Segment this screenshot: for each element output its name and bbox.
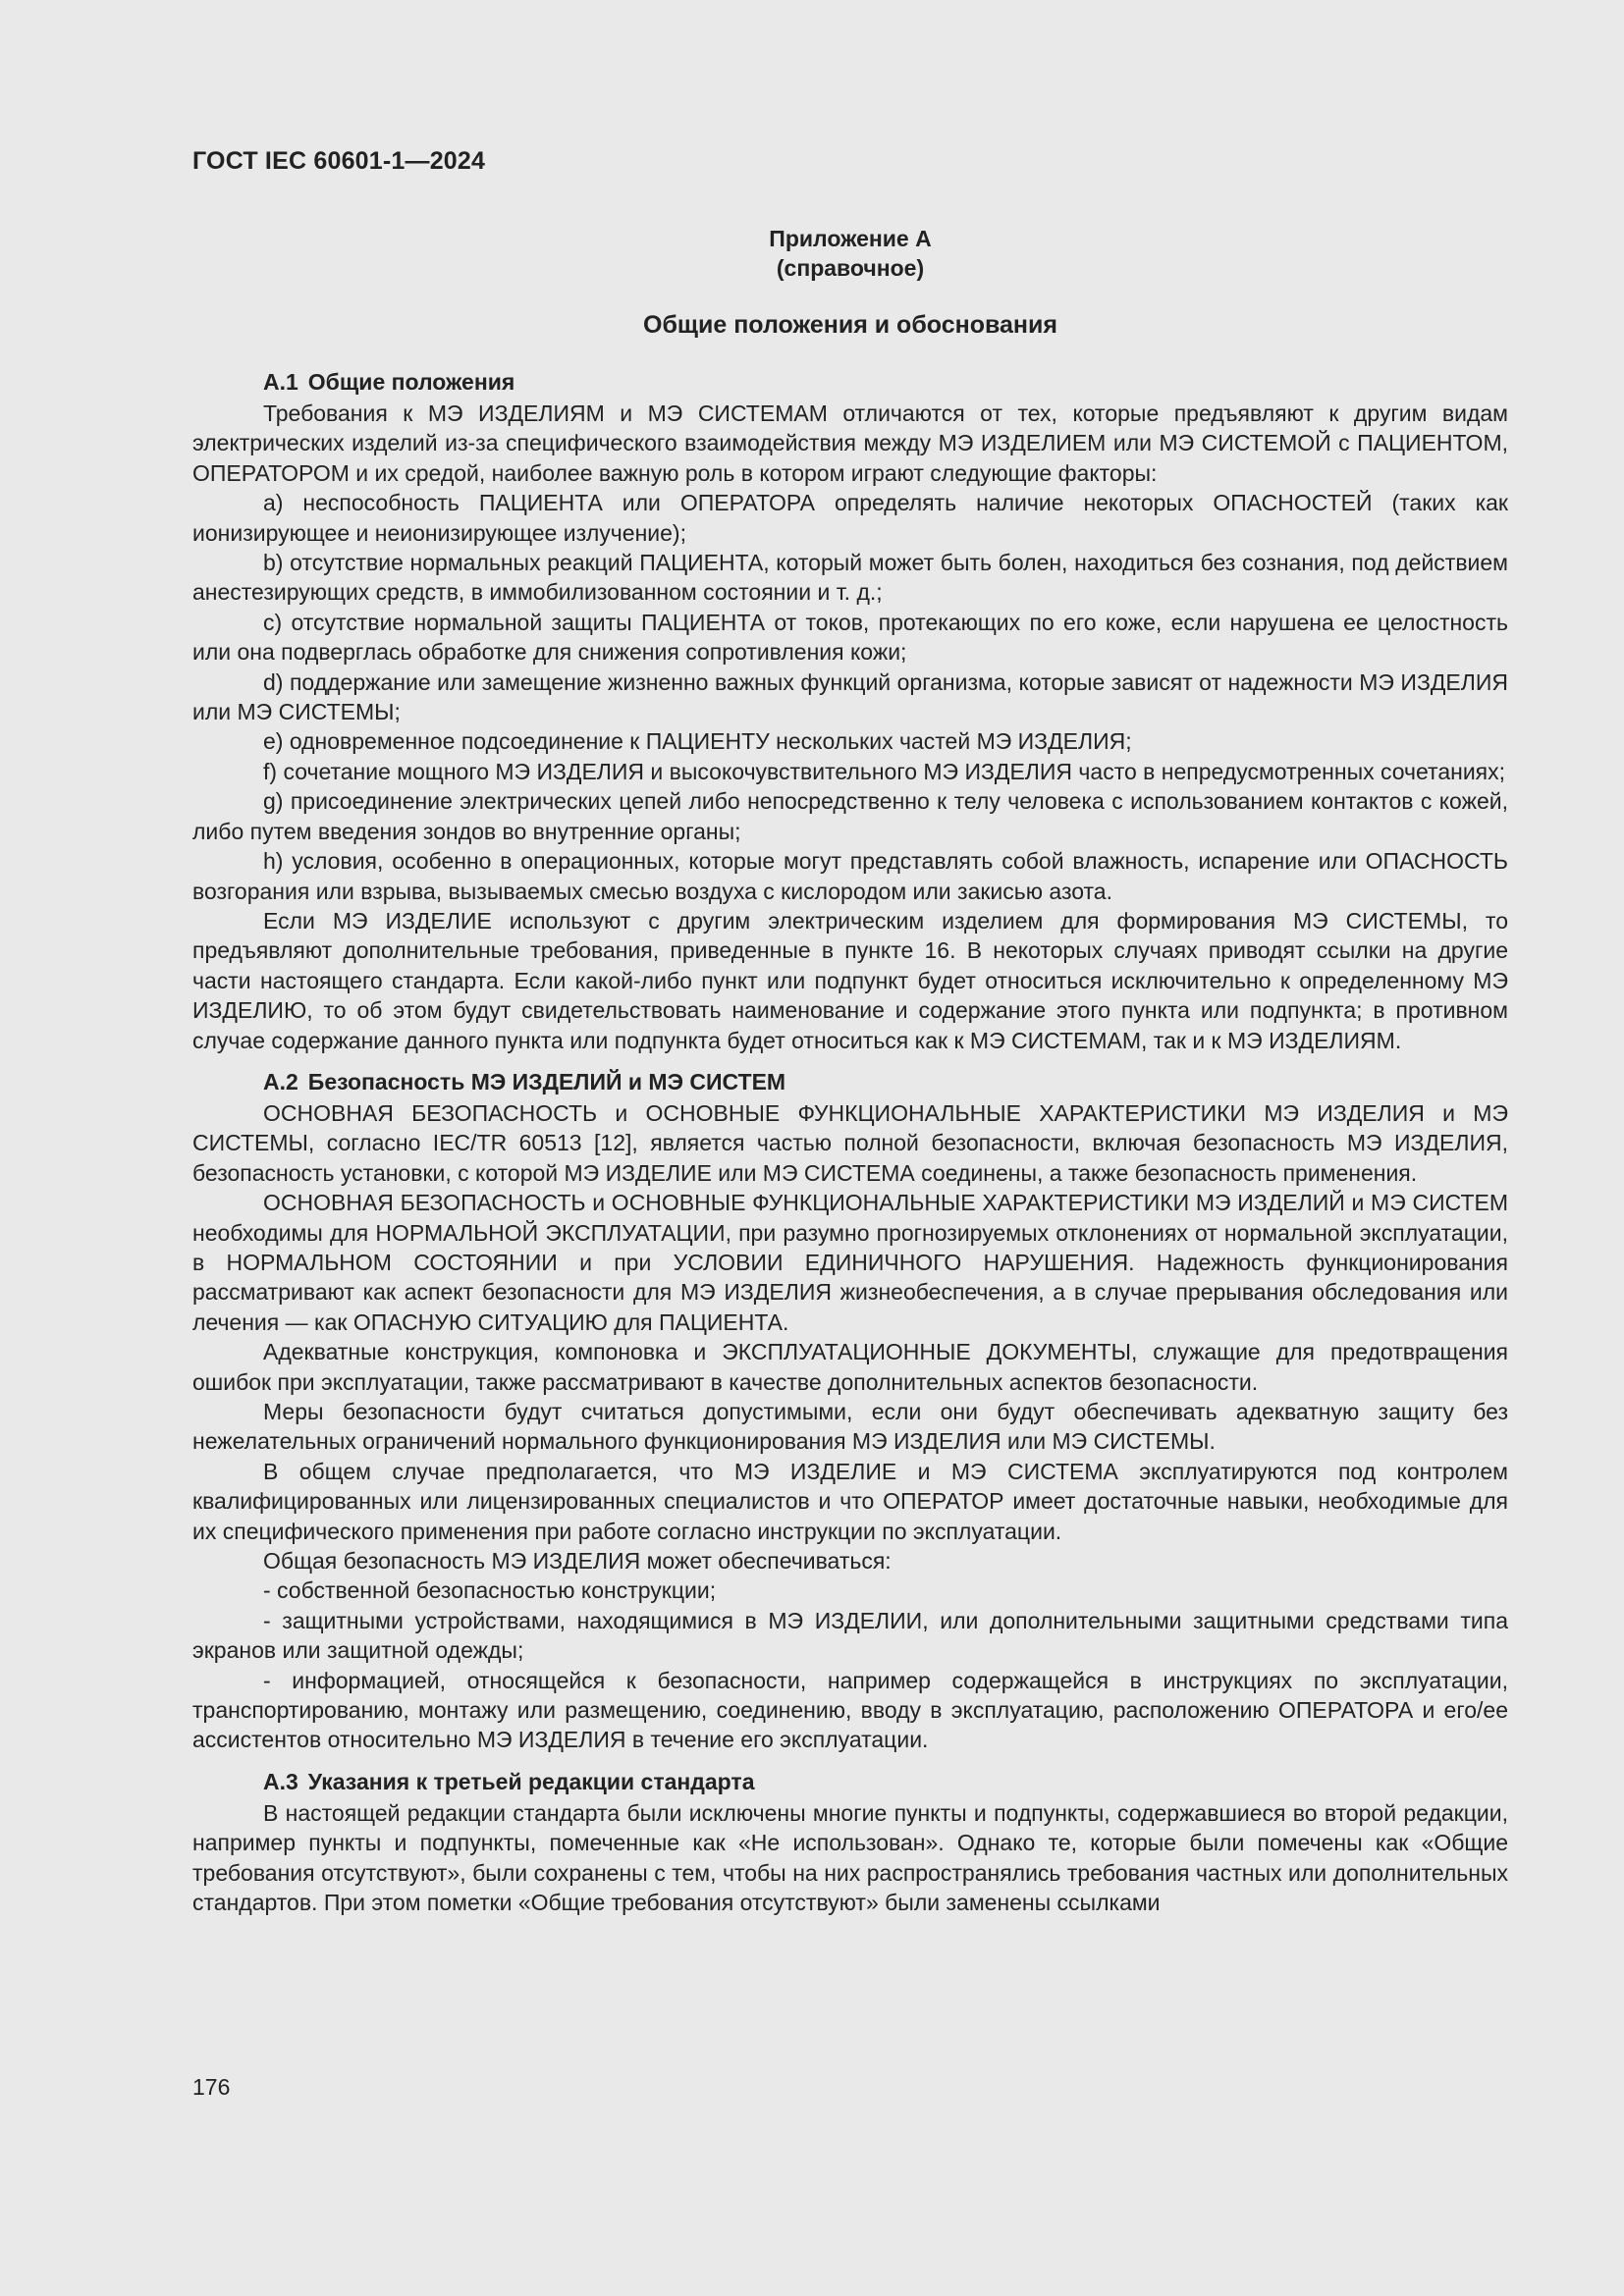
annex-type: (справочное) <box>776 255 925 281</box>
paragraph: Адекватные конструкция, компоновка и ЭКСПЛУАТАЦИОННЫЕ ДОКУМЕНТЫ, служащие для предотвращения ошибок при эксплуатации, также рассматривают в качестве дополнительных аспектов безопасности. <box>192 1339 1508 1395</box>
section <box>192 367 1508 1055</box>
section-number: А.3 <box>263 1768 298 1794</box>
paragraph: - информацией, относящейся к безопасности, например содержащейся в инструкциях по эксплуатации, транспортированию, монтажу или размещению, соединению, вводу в эксплуатацию, расположению ОПЕРАТОРА и его/ее ассистентов относительно МЭ ИЗДЕЛИЯ в течение его эксплуатации. <box>192 1667 1508 1753</box>
section-title <box>192 367 1508 397</box>
section-number: А.2 <box>263 1068 298 1095</box>
paragraph: b) отсутствие нормальных реакций ПАЦИЕНТА, который может быть болен, находиться без сознания, под действием анестезирующих средств, в иммобилизованном состоянии и т. д.; <box>192 550 1508 606</box>
paragraph: d) поддержание или замещение жизненно важных функций организма, которые зависят от надежности МЭ ИЗДЕЛИЯ или МЭ СИСТЕМЫ; <box>192 668 1508 725</box>
page-content <box>192 224 1508 1930</box>
sections-container <box>192 367 1508 1918</box>
paragraph: В настоящей редакции стандарта были исключены многие пункты и подпункты, содержавшиеся во второй редакции, например пункты и подпункты, помеченные как «Не использован». Однако те, которые были помечены как «Общие требования отсутствуют», были сохранены с тем, чтобы на них распространялись требования частных или дополнительных стандартов. При этом пометки «Общие требования отсутствуют» были заменены ссылками <box>192 1799 1508 1916</box>
paragraph: Если МЭ ИЗДЕЛИЕ используют с другим электрическим изделием для формирования МЭ СИСТЕМЫ, то предъявляют дополнительные требования, приведенные в пункте 16. В некоторых случаях приводят ссылки на другие части настоящего стандарта. Если какой-либо пункт или подпункт будет относиться исключительно к определенному МЭ ИЗДЕЛИЮ, то об этом будут свидетельствовать наименование и содержание этого пункта или подпункта; в противном случае содержание данного пункта или подпункта будет относиться как к МЭ СИСТЕМАМ, так и к МЭ ИЗДЕЛИЯМ. <box>192 907 1508 1053</box>
paragraph: - защитными устройствами, находящимися в МЭ ИЗДЕЛИИ, или дополнительными защитными средствами типа экранов или защитной одежды; <box>192 1607 1508 1664</box>
paragraph: В общем случае предполагается, что МЭ ИЗДЕЛИЕ и МЭ СИСТЕМА эксплуатируются под контролем квалифицированных или лицензированных специалистов и что ОПЕРАТОР имеет достаточные навыки, необходимые для их специфического применения при работе согласно инструкции по эксплуатации. <box>192 1458 1508 1544</box>
paragraph: g) присоединение электрических цепей либо непосредственно к телу человека с использованием контактов с кожей, либо путем введения зондов во внутренние органы; <box>192 788 1508 844</box>
paragraph: f) сочетание мощного МЭ ИЗДЕЛИЯ и высокочувствительного МЭ ИЗДЕЛИЯ часто в непредусмотренных сочетаниях; <box>263 758 1506 784</box>
section-title-text: Общие положения <box>307 369 515 395</box>
section-title-text: Безопасность МЭ ИЗДЕЛИЙ и МЭ СИСТЕМ <box>307 1068 786 1095</box>
section-title-text: Указания к третьей редакции стандарта <box>307 1768 755 1794</box>
annex-title: Приложение А <box>769 226 932 251</box>
paragraph: ОСНОВНАЯ БЕЗОПАСНОСТЬ и ОСНОВНЫЕ ФУНКЦИОНАЛЬНЫЕ ХАРАКТЕРИСТИКИ МЭ ИЗДЕЛИЯ и МЭ СИСТЕМЫ, согласно IEC/TR 60513 [12], является частью полной безопасности, включая безопасность МЭ ИЗДЕЛИЯ, безопасность установки, с которой МЭ ИЗДЕЛИЕ или МЭ СИСТЕМА соединены, а также безопасность применения. <box>192 1099 1508 1186</box>
section-title <box>192 1067 1508 1096</box>
paragraph: Общая безопасность МЭ ИЗДЕЛИЯ может обеспечиваться: <box>263 1548 892 1575</box>
paragraph: Требования к МЭ ИЗДЕЛИЯМ и МЭ СИСТЕМАМ отличаются от тех, которые предъявляют к другим видам электрических изделий из-за специфического взаимодействия между МЭ ИЗДЕЛИЕМ или МЭ СИСТЕМОЙ с ПАЦИЕНТОМ, ОПЕРАТОРОМ и их средой, наиболее важную роль в котором играют следующие факторы: <box>192 400 1508 486</box>
paragraph: c) отсутствие нормальной защиты ПАЦИЕНТА от токов, протекающих по его коже, если нарушена ее целостность или она подверглась обработке для снижения сопротивления кожи; <box>192 609 1508 666</box>
paragraph: e) одновременное подсоединение к ПАЦИЕНТУ нескольких частей МЭ ИЗДЕЛИЯ; <box>263 728 1132 755</box>
paragraph: - собственной безопасностью конструкции; <box>263 1577 717 1604</box>
paragraph: a) неспособность ПАЦИЕНТА или ОПЕРАТОРА определять наличие некоторых ОПАСНОСТЕЙ (таких как ионизирующее и неионизирующее излучение); <box>192 490 1508 546</box>
section <box>192 1767 1508 1918</box>
section-number: А.1 <box>263 369 298 395</box>
page-number: 176 <box>192 2074 231 2100</box>
section <box>192 1067 1508 1755</box>
section-title <box>192 1767 1508 1796</box>
document-code: ГОСТ IEC 60601-1—2024 <box>192 147 486 175</box>
annex-heading: Общие положения и обоснования <box>643 311 1057 339</box>
paragraph: ОСНОВНАЯ БЕЗОПАСНОСТЬ и ОСНОВНЫЕ ФУНКЦИОНАЛЬНЫЕ ХАРАКТЕРИСТИКИ МЭ ИЗДЕЛИЙ и МЭ СИСТЕМ необходимы для НОРМАЛЬНОЙ ЭКСПЛУАТАЦИИ, при разумно прогнозируемых отклонениях от нормальной эксплуатации, в НОРМАЛЬНОМ СОСТОЯНИИ и при УСЛОВИИ ЕДИНИЧНОГО НАРУШЕНИЯ. Надежность функционирования рассматривают как аспект безопасности для МЭ ИЗДЕЛИЯ жизнеобеспечения, а в случае прерывания обследования или лечения — как ОПАСНУЮ СИТУАЦИЮ для ПАЦИЕНТА. <box>192 1190 1508 1335</box>
paragraph: Меры безопасности будут считаться допустимыми, если они будут обеспечивать адекватную защиту без нежелательных ограничений нормального функционирования МЭ ИЗДЕЛИЯ или МЭ СИСТЕМЫ. <box>192 1399 1508 1455</box>
paragraph: h) условия, особенно в операционных, которые могут представлять собой влажность, испарение или ОПАСНОСТЬ возгорания или взрыва, вызываемых смесью воздуха с кислородом или закисью азота. <box>192 848 1508 904</box>
